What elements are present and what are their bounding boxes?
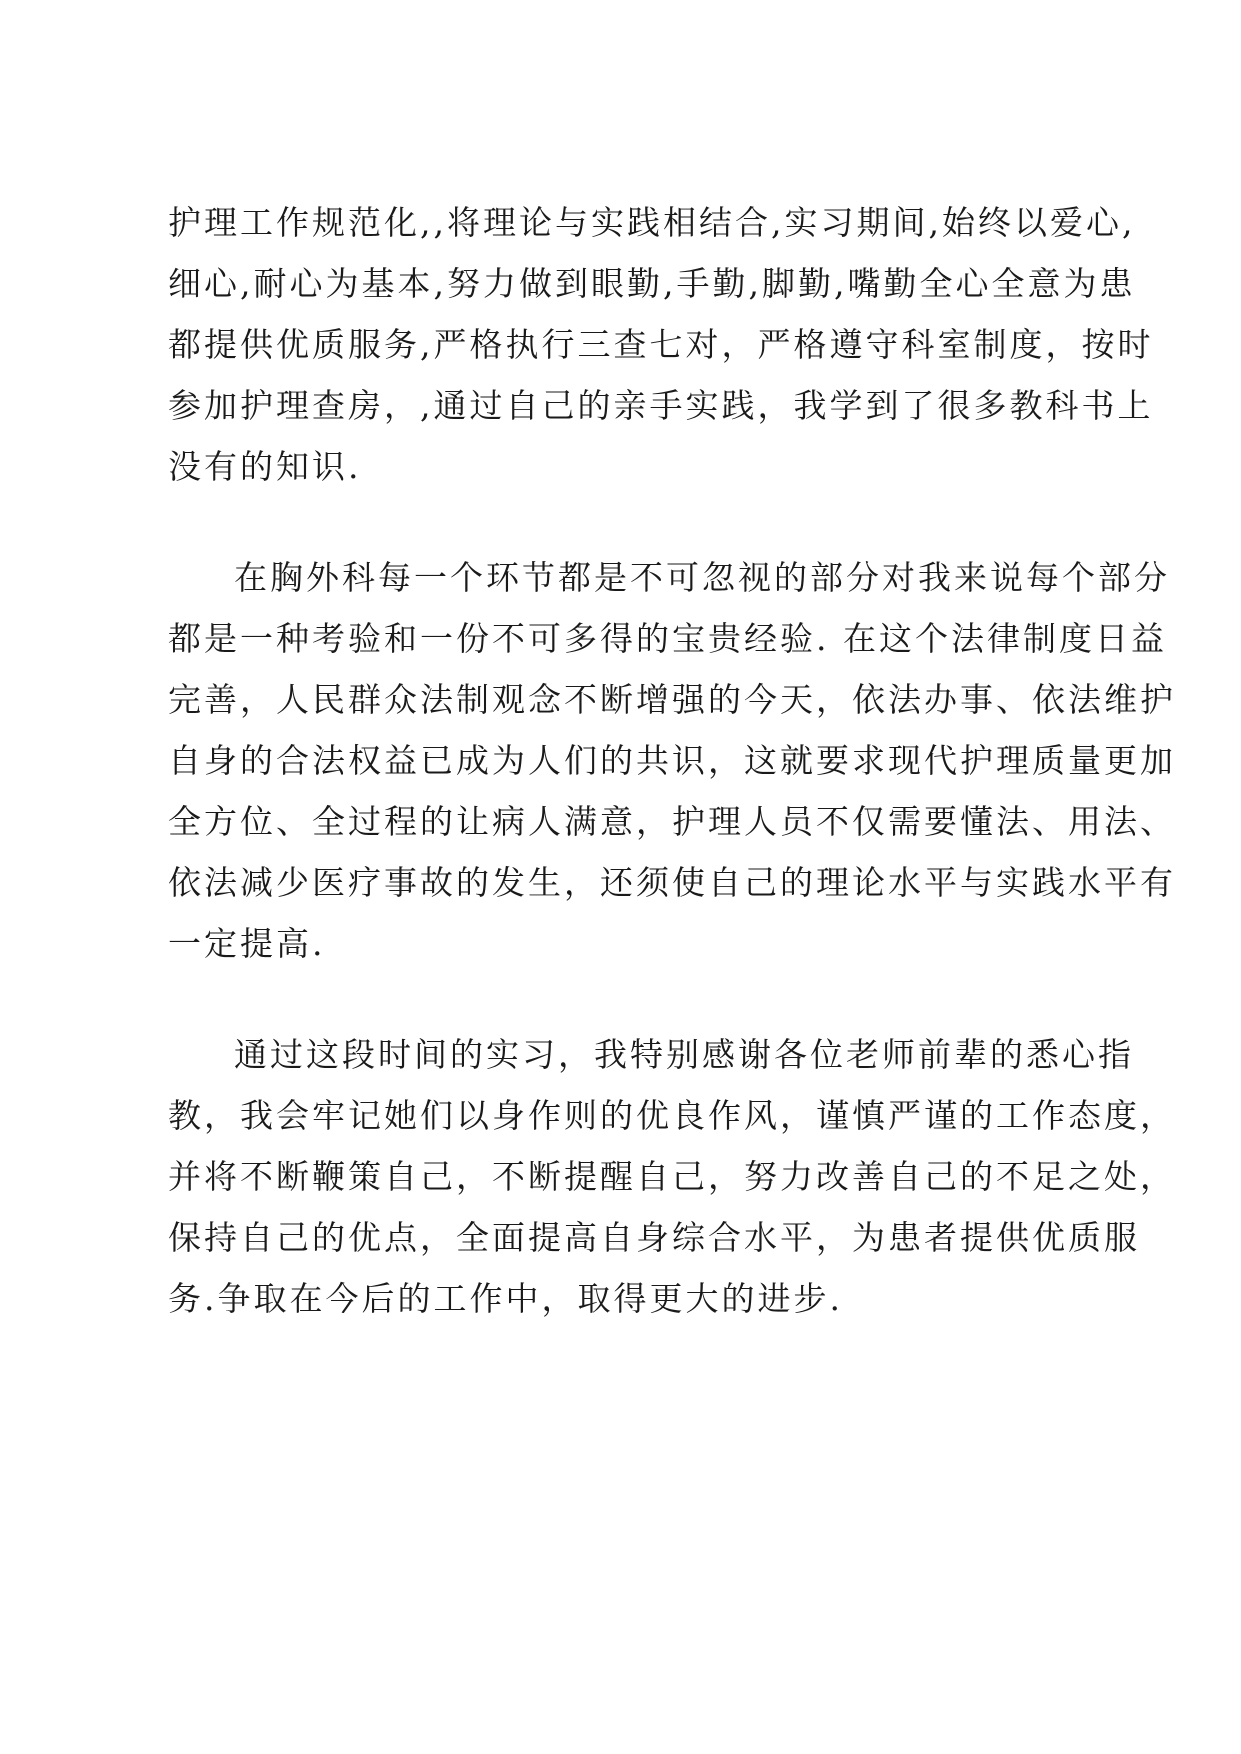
paragraph-2-line-3: 完善，人民群众法制观念不断增强的今天，依法办事、依法维护 [168, 680, 1176, 719]
paragraph-1-line-1: 护理工作规范化,,将理论与实践相结合,实习期间,始终以爱心, [168, 203, 1136, 242]
paragraph-2-line-1: 在胸外科每一个环节都是不可忽视的部分对我来说每个部分 [234, 558, 1170, 597]
paragraph-1-line-5: 没有的知识. [168, 447, 362, 486]
paragraph-1-line-4: 参加护理查房，,通过自己的亲手实践，我学到了很多教科书上 [168, 386, 1154, 425]
paragraph-3-line-3: 并将不断鞭策自己，不断提醒自己，努力改善自己的不足之处， [168, 1157, 1176, 1196]
paragraph-3-line-4: 保持自己的优点，全面提高自身综合水平，为患者提供优质服 [168, 1218, 1140, 1257]
paragraph-2-line-4: 自身的合法权益已成为人们的共识，这就要求现代护理质量更加 [168, 741, 1176, 780]
paragraph-1-line-2: 细心,耐心为基本,努力做到眼勤,手勤,脚勤,嘴勤全心全意为患 [168, 264, 1136, 303]
paragraph-2-line-5: 全方位、全过程的让病人满意，护理人员不仅需要懂法、用法、 [168, 802, 1176, 841]
paragraph-2-line-6: 依法减少医疗事故的发生，还须使自己的理论水平与实践水平有 [168, 863, 1176, 902]
paragraph-3-line-1: 通过这段时间的实习，我特别感谢各位老师前辈的悉心指 [234, 1035, 1134, 1074]
paragraph-2-line-2: 都是一种考验和一份不可多得的宝贵经验. 在这个法律制度日益 [168, 619, 1167, 658]
paragraph-3-line-5: 务.争取在今后的工作中，取得更大的进步. [168, 1279, 843, 1318]
paragraph-2-line-7: 一定提高. [168, 924, 326, 963]
paragraph-1-line-3: 都提供优质服务,严格执行三查七对，严格遵守科室制度，按时 [168, 325, 1154, 364]
paragraph-3-line-2: 教，我会牢记她们以身作则的优良作风，谨慎严谨的工作态度， [168, 1096, 1176, 1135]
